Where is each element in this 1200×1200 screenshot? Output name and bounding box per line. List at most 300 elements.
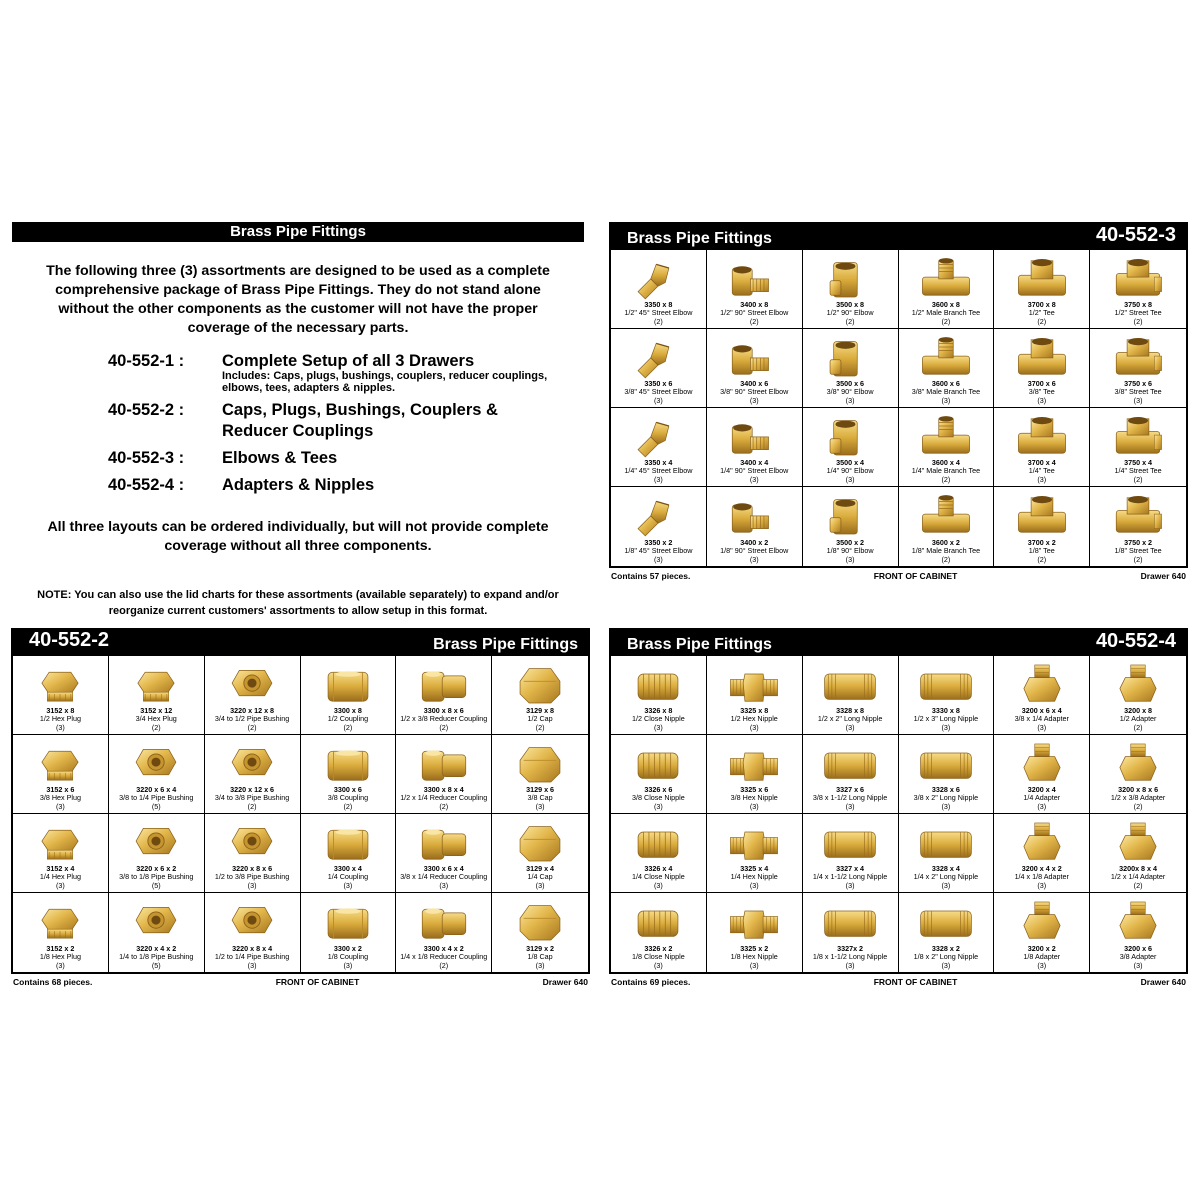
fitting-cell [13, 814, 109, 893]
part-quantity: (3) [845, 801, 855, 811]
part-description: 1/8 Close Nipple [632, 952, 685, 962]
fitting-caption [109, 786, 204, 811]
fitting-caption [707, 301, 802, 326]
fitting-caption [13, 945, 108, 970]
part-description: 1/8 Cap [527, 952, 553, 962]
fitting-caption [899, 380, 994, 405]
part-quantity: (3) [749, 554, 759, 564]
close-nipple-icon [611, 818, 706, 866]
fitting-cell [109, 735, 205, 814]
fitting-cell [611, 408, 707, 487]
part-number: 3327 x 6 [836, 785, 865, 795]
fitting-cell [611, 735, 707, 814]
reducer-icon [396, 660, 491, 708]
part-number: 3220 x 6 x 2 [136, 864, 177, 874]
fitting-cell [301, 893, 397, 972]
hex-nipple-icon [707, 897, 802, 945]
fitting-cell [994, 735, 1090, 814]
fitting-caption [611, 539, 706, 564]
part-description: 1/4 x 2" Long Nipple [913, 872, 979, 882]
elbow-icon [803, 333, 898, 381]
part-quantity: (3) [749, 880, 759, 890]
part-number: 3325 x 4 [740, 864, 769, 874]
fitting-cell [611, 656, 707, 735]
part-quantity: (3) [941, 880, 951, 890]
part-quantity: (3) [247, 880, 257, 890]
drawer-header [11, 628, 590, 656]
part-number: 3300 x 4 [333, 864, 362, 874]
fitting-cell [707, 893, 803, 972]
branch-tee-icon [899, 491, 994, 539]
part-description: 3/8" 90° Street Elbow [720, 387, 789, 397]
part-number: 3350 x 6 [644, 379, 673, 389]
part-description: 1/2 x 2" Long Nipple [817, 714, 883, 724]
part-description: 3/8" 45° Street Elbow [624, 387, 693, 397]
fitting-caption [1090, 945, 1186, 970]
fitting-caption [301, 865, 396, 890]
drawer-footer [11, 977, 590, 987]
part-description: 1/2 x 1/4 Reducer Coupling [400, 793, 488, 803]
part-number: 3152 x 4 [46, 864, 75, 874]
part-description: 3/8 Close Nipple [632, 793, 685, 803]
part-description: 3/8 x 1-1/2 Long Nipple [812, 793, 888, 803]
part-quantity: (3) [1037, 960, 1047, 970]
part-quantity: (2) [1133, 554, 1143, 564]
part-description: 1/2 to 3/8 Pipe Bushing [214, 872, 290, 882]
part-description: 1/2 x 3/8 Adapter [1110, 793, 1166, 803]
fitting-caption [1090, 380, 1186, 405]
long-nipple-icon [899, 897, 994, 945]
intro-paragraph: The following three (3) assortments are designed to be used as a complete comprehensive package of Brass Pipe Fittings. They do not stand alone without the other components as the customer will not have the proper coverage of the necessary parts. [46, 263, 550, 336]
part-description: 3/8 to 1/4 Pipe Bushing [119, 793, 194, 803]
fitting-caption [205, 945, 300, 970]
drawer-code: 40-552-4 [1095, 630, 1176, 652]
fitting-cell [899, 329, 995, 408]
reducer-icon [396, 739, 491, 787]
part-number: 3326 x 8 [644, 706, 673, 716]
bushing-icon [205, 739, 300, 787]
bushing-icon [205, 897, 300, 945]
elbow90-icon [707, 412, 802, 460]
fitting-caption [611, 459, 706, 484]
fitting-cell [707, 735, 803, 814]
part-description: 3/8 x 1/4 Adapter [1014, 714, 1069, 724]
part-number: 3328 x 6 [931, 785, 960, 795]
piece-count: Contains 57 pieces. [611, 571, 691, 581]
part-quantity: (3) [535, 880, 545, 890]
fitting-cell [994, 408, 1090, 487]
fitting-caption [899, 945, 994, 970]
fitting-cell [492, 656, 588, 735]
part-description: 1/8" 90° Street Elbow [720, 546, 789, 556]
fitting-cell [994, 250, 1090, 329]
fitting-cell [396, 814, 492, 893]
part-quantity: (2) [439, 722, 449, 732]
part-number: 3220 x 8 x 4 [232, 944, 273, 954]
drawer-code: 40-552-2 [29, 628, 110, 651]
fitting-cell [899, 735, 995, 814]
fitting-caption [803, 865, 898, 890]
cap-icon [492, 660, 588, 708]
part-quantity: (3) [941, 960, 951, 970]
part-number: 3152 x 6 [46, 785, 75, 795]
fitting-cell [803, 735, 899, 814]
fitting-caption [707, 707, 802, 732]
fitting-cell [205, 814, 301, 893]
part-number: 3326 x 4 [644, 864, 673, 874]
part-description: 1/4 Close Nipple [632, 872, 685, 882]
fitting-cell [396, 893, 492, 972]
part-description: 1/2" 45° Street Elbow [624, 308, 693, 318]
elbow90-icon [707, 254, 802, 302]
fitting-cell [899, 814, 995, 893]
part-description: 1/4 x 1/8 Adapter [1014, 872, 1069, 882]
fitting-cell [13, 656, 109, 735]
assortment-item [108, 448, 584, 469]
part-number: 3400 x 8 [740, 300, 769, 310]
drawer-title: Brass Pipe Fittings [433, 635, 578, 653]
part-number: 3220 x 8 x 6 [232, 864, 273, 874]
part-quantity: (3) [749, 722, 759, 732]
adapter-icon [994, 818, 1089, 866]
part-number: 3300 x 4 x 2 [423, 944, 464, 954]
part-number: 3750 x 6 [1124, 379, 1153, 389]
part-description: 1/4 Coupling [327, 872, 369, 882]
elbow45-icon [611, 491, 706, 539]
fitting-caption [707, 945, 802, 970]
assortment-includes: Includes: Caps, plugs, bushings, couplers, reducer couplings, elbows, tees, adapters & nipples. [222, 370, 548, 394]
hex-plug-icon [13, 897, 108, 945]
part-quantity: (3) [845, 880, 855, 890]
hex-plug-icon [13, 660, 108, 708]
fitting-caption [994, 539, 1089, 564]
hex-nipple-icon [707, 818, 802, 866]
fitting-cell [707, 408, 803, 487]
fitting-caption [1090, 786, 1186, 811]
assortment-code: 40-552-3 : [108, 449, 185, 467]
part-quantity: (3) [749, 801, 759, 811]
fitting-caption [707, 380, 802, 405]
fitting-caption [899, 301, 994, 326]
tee-icon [994, 491, 1089, 539]
drawer-grid [11, 656, 590, 974]
fitting-cell [1090, 329, 1186, 408]
part-description: 3/8" Tee [1028, 387, 1055, 397]
fitting-caption [396, 945, 491, 970]
part-quantity: (3) [1133, 960, 1143, 970]
part-number: 3328 x 2 [931, 944, 960, 954]
part-number: 3300 x 8 x 4 [423, 785, 464, 795]
part-quantity: (3) [749, 474, 759, 484]
fitting-cell [994, 487, 1090, 566]
part-quantity: (5) [151, 801, 161, 811]
part-quantity: (2) [1133, 880, 1143, 890]
long-nipple-icon [803, 897, 898, 945]
drawer-grid [609, 656, 1188, 974]
fitting-cell [1090, 735, 1186, 814]
fitting-cell [611, 250, 707, 329]
part-quantity: (3) [845, 554, 855, 564]
part-quantity: (2) [654, 316, 663, 326]
coupling-icon [301, 660, 396, 708]
elbow-icon [803, 254, 898, 302]
part-quantity: (2) [845, 316, 855, 326]
part-description: 1/4 x 1-1/2 Long Nipple [812, 872, 888, 882]
long-nipple-icon [803, 818, 898, 866]
front-label: FRONT OF CABINET [873, 977, 958, 987]
fitting-cell [899, 893, 995, 972]
assortment-code: 40-552-1 : [108, 352, 185, 370]
part-quantity: (3) [56, 960, 65, 970]
part-quantity: (3) [654, 395, 663, 405]
drawer-40-552-2 [11, 628, 590, 987]
piece-count: Contains 69 pieces. [611, 977, 691, 987]
bushing-icon [205, 660, 300, 708]
long-nipple-icon [803, 739, 898, 787]
elbow45-icon [611, 254, 706, 302]
fitting-caption [994, 786, 1089, 811]
part-number: 3152 x 12 [140, 706, 173, 716]
cap-icon [492, 739, 588, 787]
part-quantity: (2) [151, 722, 161, 732]
fitting-cell [205, 735, 301, 814]
drawer-label: Drawer 640 [542, 977, 588, 987]
part-number: 3400 x 6 [740, 379, 769, 389]
fitting-cell [1090, 656, 1186, 735]
coupling-icon [301, 818, 396, 866]
part-description: 1/8 Adapter [1023, 952, 1061, 962]
part-quantity: (2) [1133, 722, 1143, 732]
fitting-caption [13, 786, 108, 811]
part-quantity: (3) [56, 722, 65, 732]
fitting-caption [492, 865, 588, 890]
fitting-cell [1090, 487, 1186, 566]
part-number: 3700 x 6 [1027, 379, 1056, 389]
fitting-caption [899, 707, 994, 732]
fitting-cell [803, 329, 899, 408]
fitting-caption [109, 945, 204, 970]
fitting-caption [994, 459, 1089, 484]
fitting-caption [611, 301, 706, 326]
part-description: 3/8 x 2" Long Nipple [913, 793, 979, 803]
part-quantity: (2) [941, 554, 951, 564]
part-number: 3200 x 4 [1027, 785, 1056, 795]
fitting-cell [899, 656, 995, 735]
hex-nipple-icon [707, 660, 802, 708]
fitting-caption [803, 301, 898, 326]
part-description: 3/4 to 1/2 Pipe Bushing [214, 714, 290, 724]
drawer-label: Drawer 640 [1140, 977, 1186, 987]
drawer-footer [609, 571, 1188, 581]
part-quantity: (2) [535, 722, 545, 732]
fitting-cell [803, 814, 899, 893]
fitting-cell [1090, 408, 1186, 487]
fitting-caption [396, 786, 491, 811]
fitting-cell [205, 893, 301, 972]
drawer-40-552-4 [609, 628, 1188, 987]
fitting-caption [396, 707, 491, 732]
fitting-caption [301, 707, 396, 732]
fitting-cell [492, 893, 588, 972]
part-description: 3/4 Hex Plug [135, 714, 177, 724]
bushing-icon [205, 818, 300, 866]
part-quantity: (3) [941, 801, 951, 811]
part-description: 3/8 Coupling [327, 793, 369, 803]
fitting-caption [1090, 459, 1186, 484]
part-number: 3326 x 6 [644, 785, 673, 795]
fitting-cell [803, 656, 899, 735]
part-quantity: (2) [941, 316, 951, 326]
fitting-cell [803, 487, 899, 566]
elbow45-icon [611, 412, 706, 460]
long-nipple-icon [803, 660, 898, 708]
fitting-caption [899, 786, 994, 811]
street-tee-icon [1090, 254, 1186, 302]
elbow-icon [803, 412, 898, 460]
fitting-caption [1090, 865, 1186, 890]
part-description: 3/8 x 1/4 Reducer Coupling [400, 872, 488, 882]
fitting-caption [611, 380, 706, 405]
part-description: 3/8" Street Tee [1114, 387, 1162, 397]
fitting-caption [803, 380, 898, 405]
reducer-icon [396, 897, 491, 945]
part-description: 1/2" 90° Street Elbow [720, 308, 789, 318]
part-description: 1/4 Cap [527, 872, 553, 882]
part-description: 1/8 x 1-1/2 Long Nipple [812, 952, 888, 962]
bushing-icon [109, 897, 204, 945]
part-description: 1/4 Adapter [1023, 793, 1061, 803]
part-description: 3/8" Male Branch Tee [911, 387, 981, 397]
close-nipple-icon [611, 660, 706, 708]
part-number: 3152 x 8 [46, 706, 75, 716]
part-description: 1/4 x 1/8 Reducer Coupling [400, 952, 488, 962]
assortment-item [108, 475, 584, 496]
part-number: 3328 x 8 [836, 706, 865, 716]
part-quantity: (3) [749, 960, 759, 970]
part-quantity: (2) [439, 960, 449, 970]
part-number: 3220 x 4 x 2 [136, 944, 177, 954]
part-quantity: (2) [343, 722, 353, 732]
part-number: 3300 x 8 x 6 [423, 706, 464, 716]
fitting-cell [492, 735, 588, 814]
fitting-caption [994, 865, 1089, 890]
fitting-caption [1090, 707, 1186, 732]
part-description: 3/4 to 3/8 Pipe Bushing [214, 793, 290, 803]
part-description: 1/4" 90° Elbow [826, 466, 874, 476]
part-quantity: (3) [535, 801, 545, 811]
part-number: 3300 x 8 [333, 706, 362, 716]
fitting-cell [707, 814, 803, 893]
part-description: 1/8" Street Tee [1114, 546, 1162, 556]
part-number: 3500 x 2 [836, 538, 865, 548]
part-description: 1/8 Hex Plug [39, 952, 81, 962]
part-quantity: (3) [654, 554, 663, 564]
adapter-icon [994, 897, 1089, 945]
part-number: 3300 x 6 x 4 [423, 864, 464, 874]
part-number: 3220 x 6 x 4 [136, 785, 177, 795]
part-description: 1/2 Hex Nipple [730, 714, 778, 724]
fitting-cell [301, 656, 397, 735]
fitting-cell [611, 814, 707, 893]
assortment-code: 40-552-4 : [108, 476, 185, 494]
part-description: 1/2 Hex Plug [39, 714, 81, 724]
part-number: 3600 x 4 [931, 458, 960, 468]
drawer-footer [609, 977, 1188, 987]
fitting-caption [611, 945, 706, 970]
part-number: 3327 x 4 [836, 864, 865, 874]
part-number: 3325 x 2 [740, 944, 769, 954]
fitting-caption [301, 786, 396, 811]
adapter-icon [1090, 660, 1186, 708]
part-description: 1/8" 90° Elbow [826, 546, 874, 556]
part-description: 1/8 Coupling [327, 952, 369, 962]
part-number: 3700 x 2 [1027, 538, 1056, 548]
fitting-cell [109, 656, 205, 735]
fitting-cell [492, 814, 588, 893]
fitting-caption [899, 459, 994, 484]
adapter-icon [994, 739, 1089, 787]
part-number: 3200 x 8 [1124, 706, 1153, 716]
street-tee-icon [1090, 412, 1186, 460]
part-description: 1/8 x 2" Long Nipple [913, 952, 979, 962]
drawer-label: Drawer 640 [1140, 571, 1186, 581]
part-description: 3/8 Adapter [1119, 952, 1157, 962]
part-quantity: (3) [749, 395, 759, 405]
part-number: 3600 x 8 [931, 300, 960, 310]
fitting-cell [611, 893, 707, 972]
part-quantity: (2) [439, 801, 449, 811]
drawer-title: Brass Pipe Fittings [627, 635, 772, 653]
branch-tee-icon [899, 412, 994, 460]
part-quantity: (3) [1037, 395, 1047, 405]
assortment-list [108, 351, 584, 496]
fitting-caption [899, 865, 994, 890]
part-description: 1/4" 90° Street Elbow [720, 466, 789, 476]
intro-panel [12, 222, 584, 617]
adapter-icon [1090, 739, 1186, 787]
hex-nipple-icon [707, 739, 802, 787]
part-quantity: (3) [941, 395, 951, 405]
fitting-caption [707, 865, 802, 890]
part-description: 3/8 Hex Nipple [730, 793, 778, 803]
part-number: 3750 x 2 [1124, 538, 1153, 548]
part-number: 3500 x 8 [836, 300, 865, 310]
reducer-icon [396, 818, 491, 866]
part-number: 3500 x 4 [836, 458, 865, 468]
drawer-code: 40-552-3 [1095, 224, 1176, 246]
part-number: 3200 x 4 x 2 [1021, 864, 1062, 874]
part-number: 3200 x 2 [1027, 944, 1056, 954]
part-description: 1/2" 90° Elbow [826, 308, 874, 318]
fitting-cell [899, 250, 995, 329]
fitting-caption [707, 459, 802, 484]
part-description: 1/4" 45° Street Elbow [624, 466, 693, 476]
assortment-label: Caps, Plugs, Bushings, Couplers & Reducer Couplings [222, 401, 498, 440]
part-description: 1/8" Tee [1028, 546, 1055, 556]
fitting-cell [1090, 814, 1186, 893]
fitting-cell [396, 735, 492, 814]
intro-title: Brass Pipe Fittings [12, 222, 584, 242]
part-description: 1/4" Street Tee [1114, 466, 1162, 476]
fitting-caption [492, 786, 588, 811]
part-number: 3700 x 4 [1027, 458, 1056, 468]
fitting-caption [994, 945, 1089, 970]
part-description: 1/2 to 1/4 Pipe Bushing [214, 952, 290, 962]
part-quantity: (3) [56, 880, 65, 890]
fitting-cell [301, 814, 397, 893]
fitting-cell [707, 250, 803, 329]
tee-icon [994, 333, 1089, 381]
